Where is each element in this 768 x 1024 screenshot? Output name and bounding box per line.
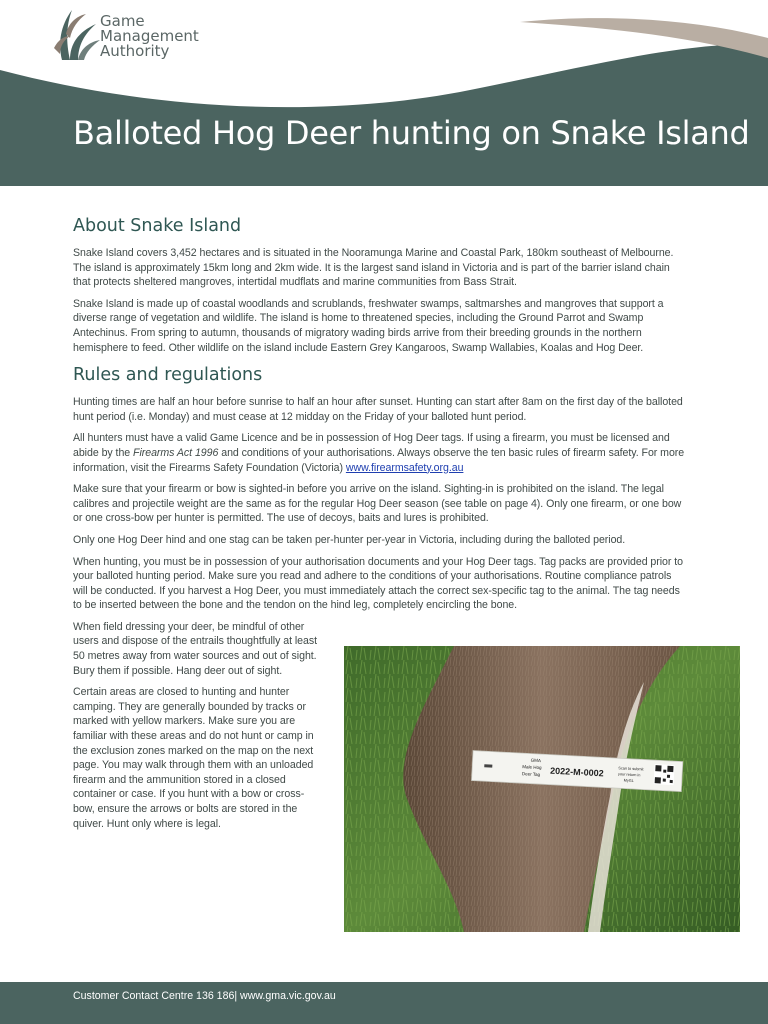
rules-paragraph-6: When field dressing your deer, be mindful of other users and dispose of the entrails thoughtfully at least 50 metres away from water sources and out of sight. Bury them if possible. Hang deer out of sight.: [73, 620, 318, 677]
tag-line2-text: Deer Tag: [521, 771, 541, 778]
section-heading-about: About Snake Island: [73, 216, 242, 236]
tag-scan1-text: Scan to submit: [618, 766, 644, 772]
tag-line1-text: Male Hog: [522, 764, 542, 771]
rules-paragraph-7: Certain areas are closed to hunting and hunter camping. They are generally bounded by tracks or marked with yellow markers. Make sure you are familiar with these areas and do not hunt or camp in the exclusion zones marked on the map on the next page. You may walk through them with an unloaded firearm and the ammunition stored in a closed container or case. If you hunt with a bow or cross-bow, ensure the arrows or bolts are stored in the quiver. Hunt only where is legal.: [73, 686, 314, 830]
logo-text-line1: Game: [100, 12, 145, 30]
left-column: [73, 620, 325, 831]
firearm-safety-link[interactable]: www.firearmsafety.org.au: [345, 461, 464, 474]
about-paragraph-2: Snake Island is made up of coastal woodlands and scrublands, freshwater swamps, saltmarshes and mangroves that support a diverse range of vegetation and wildlife. The island is home to threatened species, including the Ground Parrot and Swamp Antechinus. From spring to autumn, thousands of migratory wading birds arrive from their breeding grounds in the northern hemisphere to feed. Other wildlife on the island include Eastern Grey Kangaroos, Swamp Wallabies, Koalas and Hog Deer.: [73, 297, 664, 354]
deer-leg-tag-photo: [344, 646, 740, 932]
about-paragraph-1: Snake Island covers 3,452 hectares and is situated in the Nooramunga Marine and Coastal Park, 180km southeast of Melbourne. The island is approximately 15km long and 2km wide. It is the largest sand island in Victoria and is part of the barrier island chain that protects sheltered mangroves, intertidal mudflats and marine communities from Bass Strait.: [73, 247, 674, 289]
tag-org-text: GMA: [530, 757, 542, 764]
rules-paragraph-4: Only one Hog Deer hind and one stag can be taken per-hunter per-year in Victoria, including during the balloted period.: [73, 533, 626, 546]
rules-paragraph-2-text-b: and conditions of your authorisations. Always observe the ten basic rules of firearm safety. For more information, visit the Firearms Safety Foundation (Victoria): [73, 446, 685, 474]
logo-text-line2: Management: [100, 27, 199, 45]
gma-logo: [52, 4, 212, 66]
rules-paragraph-2-text-a: All hunters must have a valid Game Licence and be in possession of Hog Deer tags. If using a firearm, you must be licensed and abide by the: [73, 432, 670, 459]
tag-scan2-text: your return in: [617, 772, 641, 778]
page-title: Balloted Hog Deer hunting on Snake Island: [73, 114, 750, 152]
rules-paragraph-3: Make sure that your firearm or bow is sighted-in before you arrive on the island. Sighting-in is prohibited on the island. The legal calibres and projectile weight are the same as for the regular Hog Deer season (see table on page 4). Only one firearm, or one bow or one cross-bow per hunter is permitted. The use of decoys, baits and lures is prohibited.: [73, 483, 682, 525]
footer-contact-text: Customer Contact Centre 136 186| www.gma.vic.gov.au: [73, 990, 336, 1002]
gma-reed-logo-icon: [52, 4, 104, 62]
rules-paragraph-5: When hunting, you must be in possession of your authorisation documents and your Hog Deer tags. Tag packs are provided prior to your balloted hunting period. Make sure you read and adhere to the conditions of your authorisations. Routine compliance patrols will be conducted. If you harvest a Hog Deer, you must immediately attach the correct sex-specific tag to the animal. The tag needs to be inserted between the bone and the tendon on the hind leg, completely encircling the bone.: [73, 555, 684, 612]
firearms-act-title: Firearms Act 1996: [133, 446, 219, 459]
rules-paragraph-2: [73, 431, 688, 475]
qr-code-icon: [654, 764, 675, 785]
rules-paragraph-1: Hunting times are half an hour before sunrise to half an hour after sunset. Hunting can start after 8am on the first day of the balloted hunt period (i.e. Monday) and must cease at 12 midday on the Friday of your balloted hunt period.: [73, 396, 683, 423]
tag-scan3-text: MyGL: [623, 778, 634, 784]
page-footer: [0, 982, 768, 1024]
section-heading-rules: Rules and regulations: [73, 365, 263, 386]
deer-leg-illustration: [344, 646, 740, 932]
page-header: [0, 0, 768, 186]
tag-code-text: 2022-M-0002: [549, 765, 604, 779]
logo-text-line3: Authority: [100, 42, 170, 60]
